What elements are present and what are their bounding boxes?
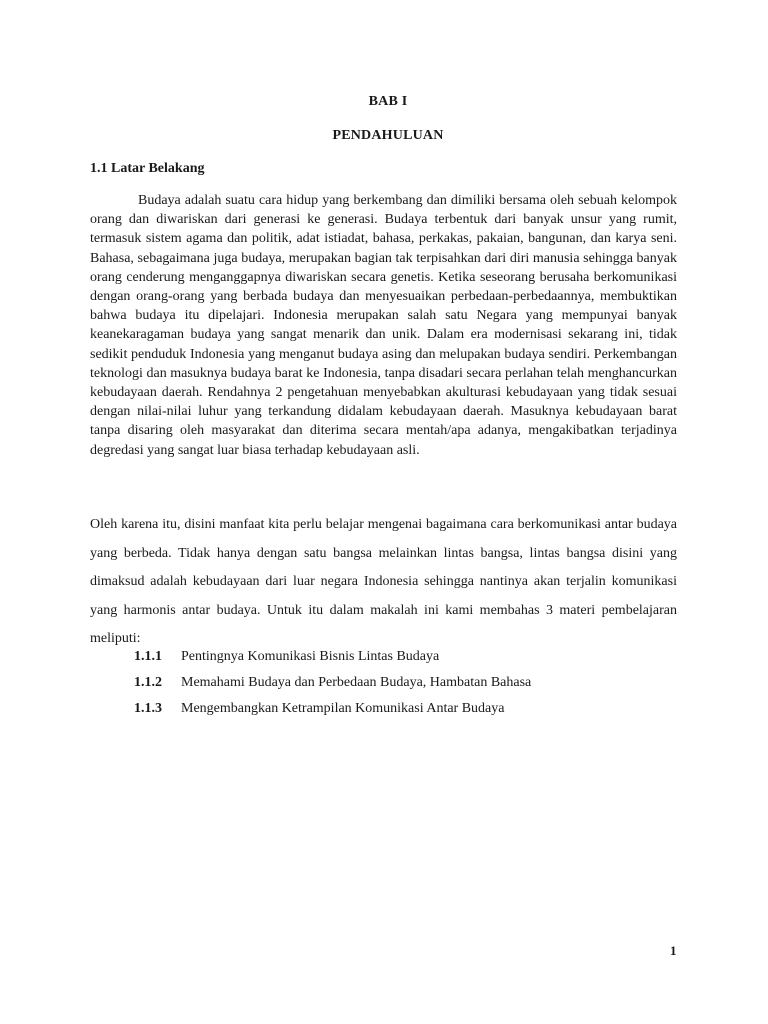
subsection-item: [134, 649, 439, 669]
subsection-item: [134, 701, 504, 721]
chapter-number: BAB I: [368, 94, 408, 109]
page-number: 1: [670, 943, 677, 958]
section-heading: 1.1 Latar Belakang: [90, 161, 205, 176]
body-paragraph-2: Oleh karena itu, disini manfaat kita perlu belajar mengenai bagaimana cara berkomunikasi antar budaya yang berbeda. Tidak hanya dengan satu bangsa melainkan lintas bangsa, lintas bangsa disini yang dimaksud adalah kebudayaan dari luar negara Indonesia sehingga nantinya akan terjalin komunikasi yang harmonis antar budaya. Untuk itu dalam makalah ini kami membahas 3 materi pembelajaran meliputi:: [90, 517, 677, 646]
subsection-title: Memahami Budaya dan Perbedaan Budaya, Hambatan Bahasa: [181, 675, 532, 690]
chapter-title: PENDAHULUAN: [332, 128, 444, 143]
subsection-number: 1.1.3: [134, 701, 162, 716]
subsection-title: Mengembangkan Ketrampilan Komunikasi Antar Budaya: [181, 701, 505, 716]
body-paragraph-1: Budaya adalah suatu cara hidup yang berkembang dan dimiliki bersama oleh sebuah kelompok orang dan diwariskan dari generasi ke generasi. Budaya terbentuk dari banyak unsur yang rumit, termasuk sistem agama dan politik, adat istiadat, bahasa, perkakas, pakaian, bangunan, dan karya seni. Bahasa, sebagaimana juga budaya, merupakan bagian tak terpisahkan dari diri manusia sehingga banyak orang cenderung menganggapnya diwariskan secara genetis. Ketika seseorang berusaha berkomunikasi dengan orang-orang yang berbada budaya dan menyesuaikan perbedaan-perbedaannya, membuktikan bahwa budaya itu dipelajari. Indonesia merupakan salah satu Negara yang mempunyai banyak keanekaragaman budaya yang sangat menarik dan unik. Dalam era modernisasi sekarang ini, tidak sedikit penduduk Indonesia yang menganut budaya asing dan melupakan budaya sendiri. Perkembangan teknologi dan masuknya budaya barat ke Indonesia, tanpa disadari secara perlahan telah menghancurkan kebudayaan daerah. Rendahnya 2 pengetahuan menyebabkan akulturasi kebudayaan yang tidak sesuai dengan nilai-nilai luhur yang terkandung didalam kebudayaan daerah. Masuknya kebudayaan barat tanpa disaring oleh masyarakat dan diterima secara mentah/apa adanya, mengakibatkan terjadinya degredasi yang sangat luar biasa terhadap kebudayaan asli.: [90, 193, 677, 458]
subsection-number: 1.1.1: [134, 649, 162, 664]
subsection-item: [134, 675, 531, 695]
subsection-number: 1.1.2: [134, 675, 162, 690]
subsection-title: Pentingnya Komunikasi Bisnis Lintas Budaya: [181, 649, 440, 664]
